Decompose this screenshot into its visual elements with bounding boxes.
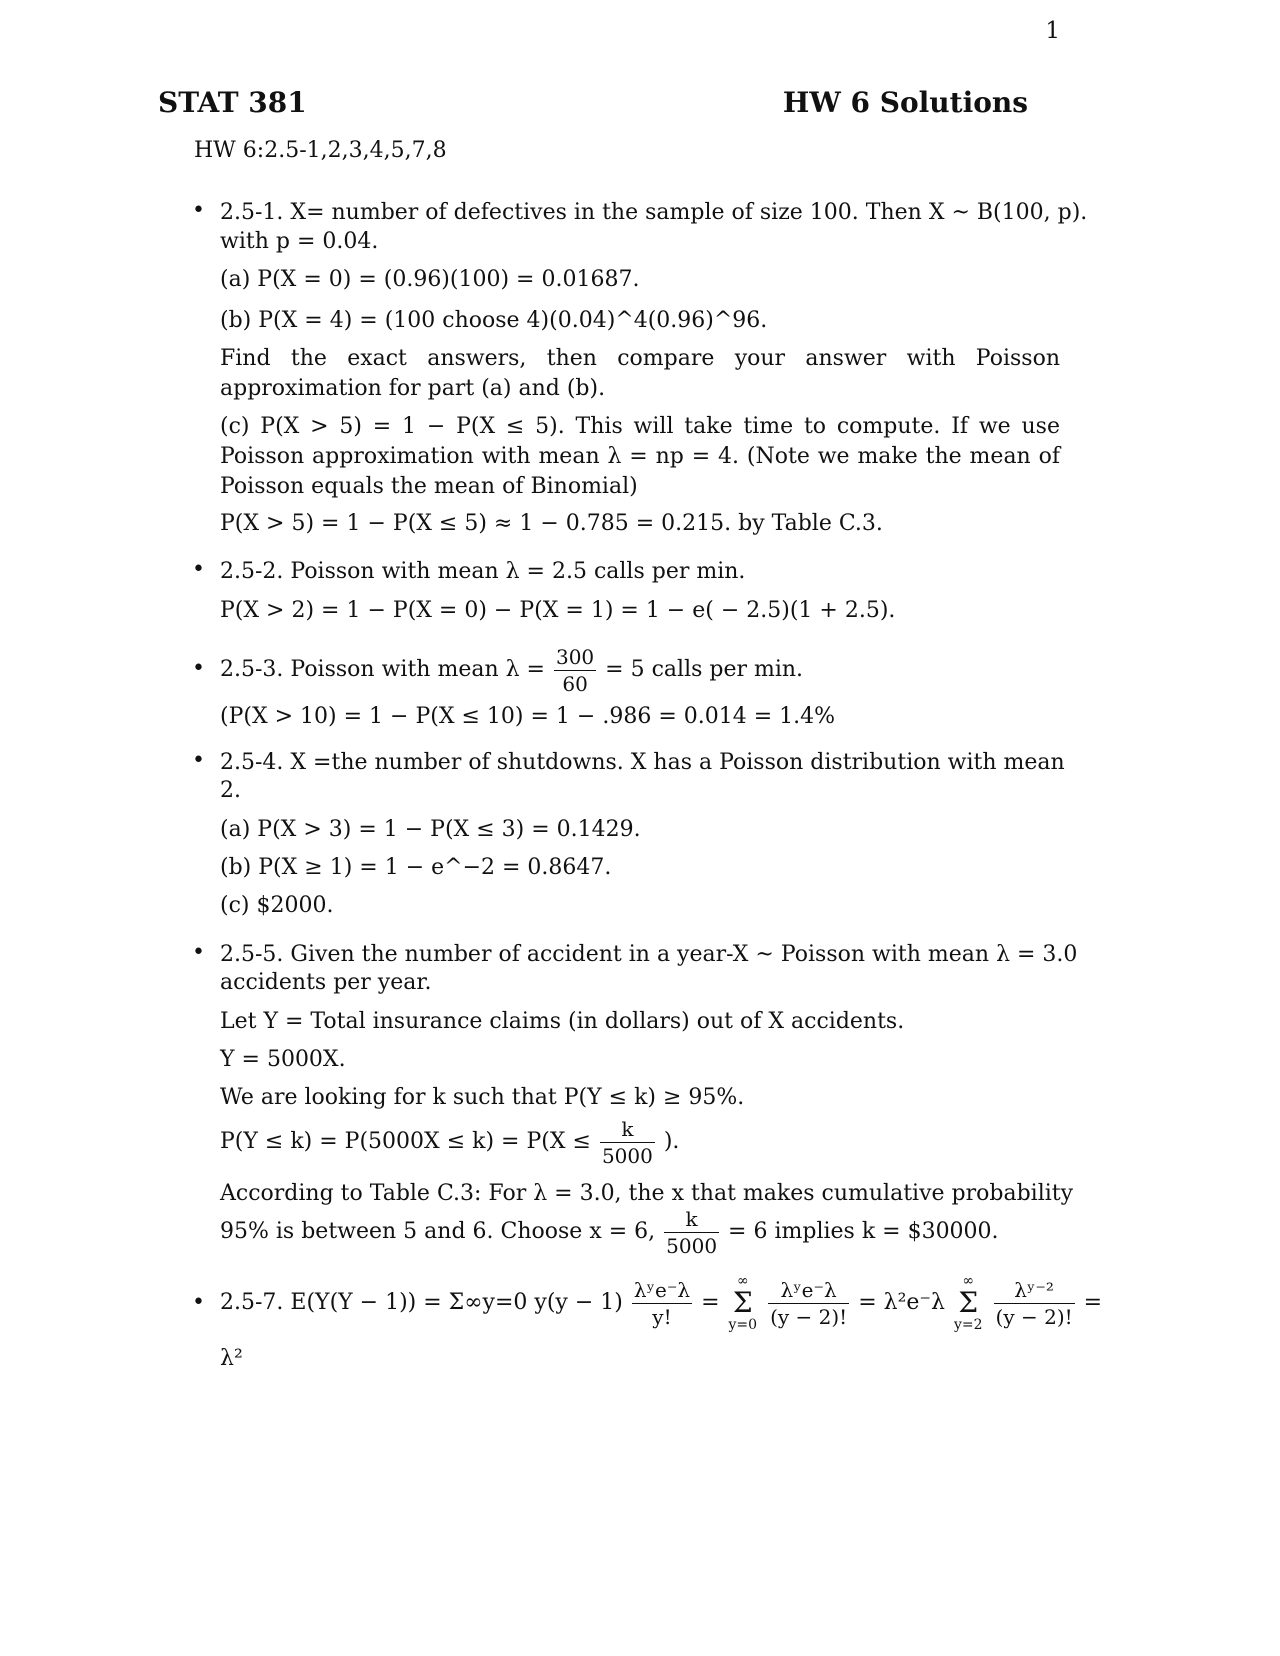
fraction-numerator: λʸ⁻² <box>994 1277 1075 1304</box>
prob-prefix: P(Y ≤ k) = P(5000X ≤ k) = P(X ≤ <box>220 1129 591 1154</box>
sum-lower-limit: y=2 <box>953 1317 983 1333</box>
summation-2 <box>954 1273 983 1333</box>
problem-result: P(X > 2) = 1 − P(X = 0) − P(X = 1) = 1 − e( − 2.5)(1 + 2.5). <box>220 598 896 623</box>
problem-intro <box>220 642 1060 698</box>
equals-sign: = <box>701 1290 720 1315</box>
bullet-icon: • <box>192 656 205 681</box>
prob-suffix: ). <box>663 1129 680 1154</box>
sigma-icon: Σ <box>958 1286 979 1319</box>
term-fraction-1 <box>632 1277 692 1330</box>
course-title: STAT 381 <box>158 86 307 119</box>
sigma-icon: Σ <box>732 1286 753 1319</box>
page-number: 1 <box>1045 18 1060 44</box>
equals-lambda-term: = λ²e⁻λ <box>858 1290 945 1315</box>
summation-1 <box>729 1273 758 1333</box>
part-c: (c) $2000. <box>220 893 334 918</box>
term-fraction-2 <box>768 1277 849 1330</box>
table-suffix: = 6 implies k = $30000. <box>728 1219 999 1244</box>
bullet-icon: • <box>192 557 205 582</box>
bullet-icon: • <box>192 198 205 223</box>
fraction-numerator: λʸe⁻λ <box>633 1277 691 1302</box>
problem-intro-line-2: with p = 0.04. <box>220 229 379 254</box>
table-lookup-line-1: According to Table C.3: For λ = 3.0, the x that makes cumulative probability <box>220 1181 1074 1206</box>
bullet-icon: • <box>192 748 205 773</box>
let-y-definition: Let Y = Total insurance claims (in dollars) out of X accidents. <box>220 1009 905 1034</box>
sum-lower-limit: y=0 <box>728 1317 758 1333</box>
fraction-denominator: (y − 2)! <box>770 1304 848 1329</box>
assignment-subtitle: HW 6:2.5-1,2,3,4,5,7,8 <box>194 138 447 163</box>
derivation-prefix: 2.5-7. E(Y(Y − 1)) = Σ∞y=0 y(y − 1) <box>220 1290 623 1315</box>
problem-intro-line-1: 2.5-4. X =the number of shutdowns. X has a Poisson distribution with mean <box>220 750 1065 775</box>
bullet-icon: • <box>192 1290 205 1315</box>
part-a: (a) P(X = 0) = (0.96)(100) = 0.01687. <box>220 267 640 292</box>
fraction-numerator: k <box>600 1116 655 1143</box>
fraction-numerator: 300 <box>555 644 595 669</box>
document-title: HW 6 Solutions <box>782 86 1028 119</box>
equals-sign: = <box>1083 1290 1103 1315</box>
table-lookup-line-2 <box>220 1204 1060 1260</box>
sum-upper-limit: ∞ <box>736 1273 749 1289</box>
fraction-numerator: λʸe⁻λ <box>768 1277 849 1304</box>
problem-intro-line-1: 2.5-5. Given the number of accident in a year-X ~ Poisson with mean λ = 3.0 <box>220 942 1078 967</box>
part-a: (a) P(X > 3) = 1 − P(X ≤ 3) = 0.1429. <box>220 817 641 842</box>
probability-equation <box>220 1114 1060 1170</box>
sum-upper-limit: ∞ <box>962 1273 975 1289</box>
k-over-5000-fraction <box>664 1206 719 1259</box>
part-c-result: P(X > 5) = 1 − P(X ≤ 5) ≈ 1 − 0.785 = 0.215. by Table C.3. <box>220 511 883 536</box>
fraction-denominator: (y − 2)! <box>995 1304 1073 1329</box>
y-equation: Y = 5000X. <box>220 1047 346 1072</box>
bullet-icon: • <box>192 940 205 965</box>
fraction-denominator: y! <box>652 1304 672 1329</box>
problem-intro-line-1: 2.5-1. X= number of defectives in the sample of size 100. Then X ~ B(100, p). <box>220 200 1088 225</box>
fraction-denominator: 60 <box>562 671 588 696</box>
intro-suffix: = 5 calls per min. <box>605 657 804 682</box>
problem-intro-line-2: 2. <box>220 778 241 803</box>
term-fraction-3 <box>994 1277 1075 1330</box>
expectation-derivation <box>220 1272 1103 1334</box>
problem-result: (P(X > 10) = 1 − P(X ≤ 10) = 1 − .986 = 0.014 = 1.4% <box>220 704 836 729</box>
problem-intro-line-2: accidents per year. <box>220 970 432 995</box>
part-b: (b) P(X ≥ 1) = 1 − e^−2 = 0.8647. <box>220 855 612 880</box>
table-prefix: 95% is between 5 and 6. Choose x = 6, <box>220 1219 656 1244</box>
fraction-numerator: k <box>664 1206 719 1233</box>
k-over-5000-fraction <box>600 1116 655 1169</box>
fraction-denominator: 5000 <box>666 1233 718 1258</box>
problem-intro: 2.5-2. Poisson with mean λ = 2.5 calls per min. <box>220 559 746 584</box>
looking-for-k: We are looking for k such that P(Y ≤ k) ≥ 95%. <box>220 1085 745 1110</box>
part-c: (c) P(X > 5) = 1 − P(X ≤ 5). This will take time to compute. If we use Poisson approximation with mean λ = np = 4. (Note we make the mean of Poisson equals the mean of Binomial) <box>220 414 1060 499</box>
intro-prefix: 2.5-3. Poisson with mean λ = <box>220 657 545 682</box>
fraction-denominator: 5000 <box>601 1143 653 1168</box>
note-text: Find the exact answers, then compare your answer with Poisson approximation for part (a) and (b). <box>220 346 1060 401</box>
final-result: λ² <box>220 1346 243 1371</box>
part-b: (b) P(X = 4) = (100 choose 4)(0.04)^4(0.96)^96. <box>220 308 768 333</box>
mean-fraction <box>554 644 596 697</box>
